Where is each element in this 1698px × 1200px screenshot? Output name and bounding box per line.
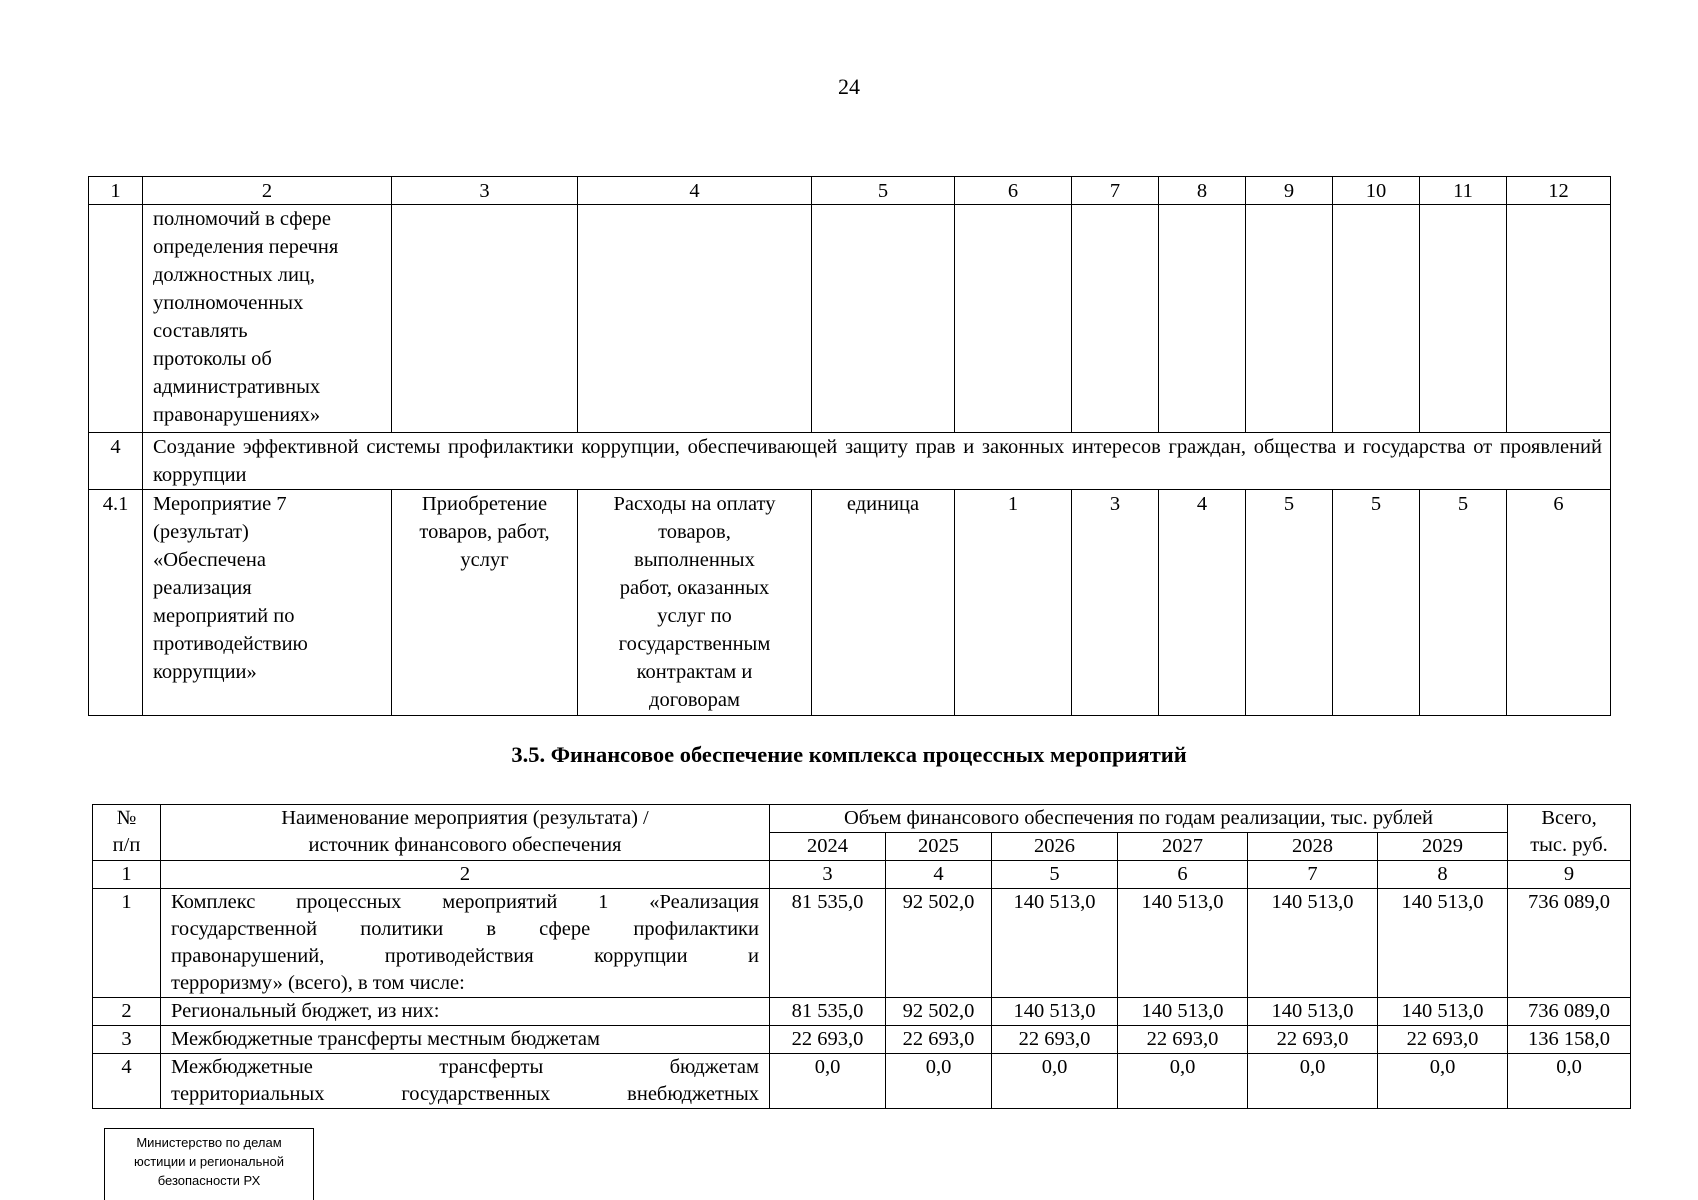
total-cell: 736 089,0 [1508, 889, 1631, 998]
text-line: составлять [153, 320, 248, 342]
text-line: государственным [618, 633, 771, 655]
amount-cell: 0,0 [1378, 1054, 1508, 1109]
text-line: Межбюджетные трансферты местным бюджетам [171, 1028, 600, 1050]
text-line: мероприятий по [153, 605, 295, 627]
section-title: 3.5. Финансовое обеспечение комплекса процессных мероприятий [511, 742, 1187, 767]
column-numbers-row [93, 861, 1631, 889]
measures-table [88, 176, 1611, 716]
amount-cell: 22 693,0 [1248, 1026, 1378, 1054]
text-line: реализация [153, 577, 252, 599]
column-number: 11 [1420, 177, 1507, 205]
amount-cell: 140 513,0 [1248, 889, 1378, 998]
measure-type [392, 490, 578, 716]
text-line: противодействию [153, 633, 308, 655]
text-line: услуг [460, 549, 509, 571]
text-line: правонарушениях» [153, 404, 321, 426]
text-line: территориальных государственных внебюджетных [171, 1083, 759, 1105]
measure-value: 4 [1159, 490, 1246, 716]
year-header: 2026 [992, 833, 1118, 861]
year-header: 2028 [1248, 833, 1378, 861]
measure-description [578, 490, 812, 716]
column-numbers-row [89, 177, 1611, 205]
measure-value: 1 [955, 490, 1072, 716]
text-line: Комплекс процессных мероприятий 1 «Реализация [171, 891, 759, 913]
amount-cell: 140 513,0 [1118, 889, 1248, 998]
text-line: товаров, работ, [419, 521, 550, 543]
amount-cell: 22 693,0 [1118, 1026, 1248, 1054]
page-number: 24 [838, 74, 860, 99]
amount-cell: 140 513,0 [1378, 998, 1508, 1026]
measure-value: 5 [1420, 490, 1507, 716]
column-number: 6 [1118, 861, 1248, 889]
text-line: Расходы на оплату [613, 493, 776, 515]
amount-cell: 140 513,0 [1248, 998, 1378, 1026]
measure-value: 5 [1246, 490, 1333, 716]
measure-name [143, 490, 392, 716]
column-number: 1 [93, 861, 161, 889]
amount-cell: 140 513,0 [1378, 889, 1508, 998]
total-cell: 136 158,0 [1508, 1026, 1631, 1054]
text-line: Мероприятие 7 [153, 493, 287, 515]
table-row [93, 1026, 1631, 1054]
text-line: коррупции» [153, 661, 257, 683]
amount-cell: 0,0 [770, 1054, 886, 1109]
text-line: должностных лиц, [153, 264, 316, 286]
row-name [161, 1026, 770, 1054]
amount-cell: 140 513,0 [992, 998, 1118, 1026]
continued-row [89, 205, 1611, 433]
measure-unit: единица [812, 490, 955, 716]
stamp-line: безопасности РХ [157, 1173, 261, 1188]
text-line: уполномоченных [153, 292, 304, 314]
text-line: товаров, [658, 521, 731, 543]
column-number: 2 [143, 177, 392, 205]
name-header [161, 805, 770, 861]
header-text: тыс. руб. [1530, 834, 1608, 856]
measure-row [89, 490, 1611, 716]
year-header: 2029 [1378, 833, 1508, 861]
column-number: 6 [955, 177, 1072, 205]
header-text: № [116, 807, 137, 829]
text-line: государственной политики в сфере профилактики [171, 918, 759, 940]
year-header: 2027 [1118, 833, 1248, 861]
table-row [93, 889, 1631, 998]
measure-value: 3 [1072, 490, 1159, 716]
text-line: «Обеспечена [153, 549, 266, 571]
amount-cell: 22 693,0 [886, 1026, 992, 1054]
amount-cell: 0,0 [1248, 1054, 1378, 1109]
column-number: 12 [1507, 177, 1611, 205]
measure-number: 4.1 [89, 490, 143, 716]
text-line: выполненных [634, 549, 755, 571]
volume-header: Объем финансового обеспечения по годам реализации, тыс. рублей [770, 805, 1508, 833]
financing-table [92, 804, 1631, 1109]
column-number: 7 [1072, 177, 1159, 205]
row-number: 1 [93, 889, 161, 998]
amount-cell: 140 513,0 [1118, 998, 1248, 1026]
amount-cell: 92 502,0 [886, 998, 992, 1026]
column-number: 1 [89, 177, 143, 205]
column-number: 8 [1159, 177, 1246, 205]
text-line: Приобретение [421, 493, 548, 515]
num-header [93, 805, 161, 861]
header-text: Наименование мероприятия (результата) / [281, 807, 649, 829]
row-number: 2 [93, 998, 161, 1026]
amount-cell: 92 502,0 [886, 889, 992, 998]
text-line: терроризму» (всего), в том числе: [171, 972, 465, 994]
text-line: Межбюджетные трансферты бюджетам [171, 1056, 759, 1078]
section-text: Создание эффективной системы профилактики коррупции, обеспечивающей защиту прав и законных интересов граждан, общества и государства от проявлений коррупции [143, 433, 1611, 490]
header-text: Всего, [1541, 807, 1597, 829]
text-line: административных [153, 376, 321, 398]
amount-cell: 22 693,0 [770, 1026, 886, 1054]
column-number: 3 [770, 861, 886, 889]
header-row [93, 805, 1631, 833]
column-number: 10 [1333, 177, 1420, 205]
text-line: услуг по [657, 605, 732, 627]
year-header: 2024 [770, 833, 886, 861]
text-line: правонарушений, противодействия коррупции и [171, 945, 759, 967]
amount-cell: 0,0 [992, 1054, 1118, 1109]
year-header: 2025 [886, 833, 992, 861]
continued-text-cell [143, 205, 392, 433]
text-line: определения перечня [153, 236, 339, 258]
text-line: Региональный бюджет, из них: [171, 1000, 440, 1022]
column-number: 5 [812, 177, 955, 205]
stamp-line: Министерство по делам [136, 1135, 282, 1150]
row-name [161, 998, 770, 1026]
text-line: договорам [649, 689, 740, 711]
section-row [89, 433, 1611, 490]
header-text: п/п [112, 834, 141, 856]
text-line: полномочий в сфере [153, 208, 331, 230]
column-number: 2 [161, 861, 770, 889]
amount-cell: 81 535,0 [770, 889, 886, 998]
text-line: контрактам и [636, 661, 753, 683]
row-number: 3 [93, 1026, 161, 1054]
section-number: 4 [89, 433, 143, 490]
measure-value: 5 [1333, 490, 1420, 716]
amount-cell: 0,0 [886, 1054, 992, 1109]
row-name [161, 1054, 770, 1109]
stamp-line: юстиции и региональной [133, 1154, 285, 1169]
text-line: работ, оказанных [619, 577, 770, 599]
column-number: 3 [392, 177, 578, 205]
text-line: (результат) [153, 521, 249, 543]
amount-cell: 140 513,0 [992, 889, 1118, 998]
amount-cell: 81 535,0 [770, 998, 886, 1026]
text-line: протоколы об [153, 348, 272, 370]
amount-cell: 22 693,0 [992, 1026, 1118, 1054]
amount-cell: 22 693,0 [1378, 1026, 1508, 1054]
table-row [93, 998, 1631, 1026]
total-cell: 736 089,0 [1508, 998, 1631, 1026]
column-number: 7 [1248, 861, 1378, 889]
column-number: 5 [992, 861, 1118, 889]
amount-cell: 0,0 [1118, 1054, 1248, 1109]
total-cell: 0,0 [1508, 1054, 1631, 1109]
column-number: 8 [1378, 861, 1508, 889]
column-number: 4 [886, 861, 992, 889]
column-number: 9 [1246, 177, 1333, 205]
header-text: источник финансового обеспечения [308, 834, 622, 856]
row-name [161, 889, 770, 998]
measure-value: 6 [1507, 490, 1611, 716]
ministry-stamp [104, 1128, 314, 1200]
total-header [1508, 805, 1631, 861]
row-number: 4 [93, 1054, 161, 1109]
column-number: 9 [1508, 861, 1631, 889]
column-number: 4 [578, 177, 812, 205]
table-row [93, 1054, 1631, 1109]
